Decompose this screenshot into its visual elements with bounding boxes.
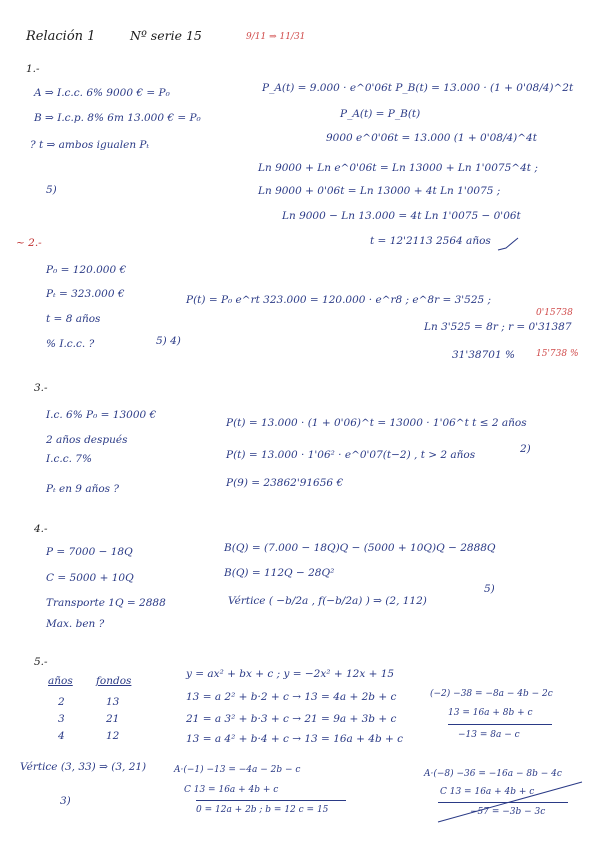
p1-line-a: A ⇒ I.c.c. 6% 9000 € = P₀ [34,87,170,99]
p2-correction-1: 0'15738 [536,308,573,318]
p5-row-3-fund: 12 [106,730,120,742]
p5-side-1: (−2) −38 = −8a − 4b − 2c [430,689,553,699]
p5-score: 3) [60,795,71,807]
p5-sum-3: 0 = 12a + 2b ; b = 12 c = 15 [196,805,329,815]
p3-line-3: I.c.c. 7% [46,453,92,465]
divider [196,800,346,801]
p5-header-funds: fondos [96,675,132,687]
sheet-title: Relación 1 [26,29,96,44]
p1-result: t = 12'2113 2564 años [370,235,491,247]
p2-line-4: % I.c.c. ? [46,338,95,350]
p2-eq-1: P(t) = P₀ e^rt 323.000 = 120.000 · e^r8 ; e^8r = 3'525 ; [186,294,492,306]
p4-score: 5) [484,583,495,595]
p2-score: 5) 4) [156,335,181,347]
p4-line-2: C = 5000 + 10Q [46,572,134,584]
problem-3-number: 3.- [34,382,48,394]
p1-eq-4: Ln 9000 + Ln e^0'06t = Ln 13000 + Ln 1'0075^4t ; [258,162,538,174]
p2-eq-2: Ln 3'525 = 8r ; r = 0'31387 [424,321,572,333]
p1-eq-3: 9000 e^0'06t = 13.000 (1 + 0'08/4)^4t [326,132,537,144]
p1-eq-2: P_A(t) = P_B(t) [340,108,421,120]
p3-result: P(9) = 23862'91656 € [226,477,344,489]
p5-sum-1: A·(−1) −13 = −4a − 2b − c [174,765,301,775]
p2-result: 31'38701 % [452,349,515,361]
p5-row-1-fund: 13 [106,696,120,708]
grade-note: 9/11 ⇒ 11/31 [246,32,306,42]
p4-line-4: Max. ben ? [46,618,105,630]
p5-eq-2: 13 = a 2² + b·2 + c → 13 = 4a + 2b + c [186,691,397,703]
p1-eq-1: P_A(t) = 9.000 · e^0'06t P_B(t) = 13.000 · (1 + 0'08/4)^2t [262,82,574,94]
p5-side-3: −13 = 8a − c [458,730,520,740]
divider [438,802,568,803]
p1-score: 5) [46,184,57,196]
problem-5-number: 5.- [34,656,48,668]
p5-row-2-year: 3 [58,713,65,725]
strike-line [436,776,586,826]
p3-line-4: Pₜ en 9 años ? [46,483,120,495]
p5-row-1-year: 2 [58,696,65,708]
p5-header-years: años [48,675,73,687]
p5-side-2: 13 = 16a + 8b + c [448,708,533,718]
p5-eq-1: y = ax² + bx + c ; y = −2x² + 12x + 15 [186,668,395,680]
p3-eq-2: P(t) = 13.000 · 1'06² · e^0'07(t−2) , t > 2 años [226,449,476,461]
problem-4-number: 4.- [34,523,48,535]
p1-eq-6: Ln 9000 − Ln 13.000 = 4t Ln 1'0075 − 0'06t [282,210,521,222]
p5-sum-2: C 13 = 16a + 4b + c [184,785,279,795]
p3-score: 2) [520,443,531,455]
p2-line-1: P₀ = 120.000 € [46,264,127,276]
p1-question: ? t ⇒ ambos igualen Pₜ [30,139,150,151]
p4-eq-1: B(Q) = (7.000 − 18Q)Q − (5000 + 10Q)Q − 2888Q [224,542,496,554]
serie-number: Nº serie 15 [130,28,202,43]
problem-1-number: 1.- [26,63,40,75]
p5-alt-1: A·(−8) −36 = −16a − 8b − 4c [424,769,562,779]
p5-alt-2: C 13 = 16a + 4b + c [440,787,535,797]
p3-line-2: 2 años después [46,434,128,446]
p2-correction-2: 15'738 % [536,349,579,359]
p4-line-1: P = 7000 − 18Q [46,546,133,558]
problem-2-number: ~ 2.- [16,237,42,249]
p5-eq-3: 21 = a 3² + b·3 + c → 21 = 9a + 3b + c [186,713,397,725]
p2-line-2: Pₜ = 323.000 € [46,288,125,300]
p2-line-3: t = 8 años [46,313,101,325]
p5-eq-4: 13 = a 4² + b·4 + c → 13 = 16a + 4b + c [186,733,404,745]
p1-eq-5: Ln 9000 + 0'06t = Ln 13000 + 4t Ln 1'0075 ; [258,185,501,197]
p3-line-1: I.c. 6% P₀ = 13000 € [46,409,157,421]
divider [448,724,552,725]
p5-vertex: Vértice (3, 33) ⇒ (3, 21) [20,761,147,773]
p1-line-b: B ⇒ I.c.p. 8% 6m 13.000 € = P₀ [34,112,201,124]
p4-line-3: Transporte 1Q = 2888 [46,597,166,609]
p4-eq-2: B(Q) = 112Q − 28Q² [224,567,335,579]
checkmark-icon [496,236,520,254]
p4-eq-3: Vértice ( −b/2a , f(−b/2a) ) ⇒ (2, 112) [228,595,427,607]
p5-alt-3: −57 = −3b − 3c [470,807,546,817]
p5-row-2-fund: 21 [106,713,120,725]
p3-eq-1: P(t) = 13.000 · (1 + 0'06)^t = 13000 · 1'06^t t ≤ 2 años [226,417,527,429]
p5-row-3-year: 4 [58,730,65,742]
